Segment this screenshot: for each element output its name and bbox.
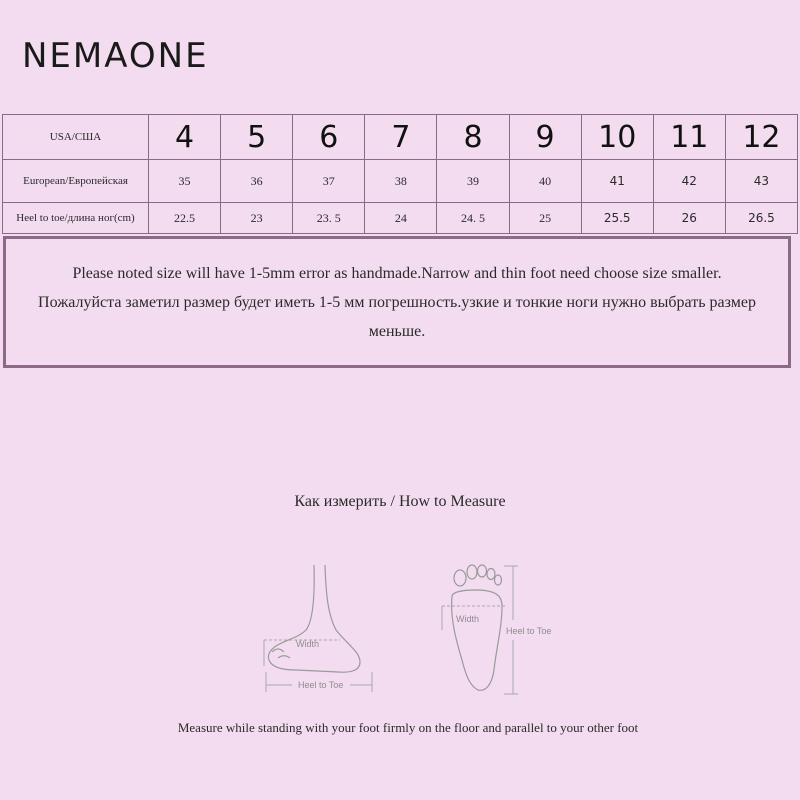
eu-size-cell: 38 (365, 160, 437, 203)
usa-size-cell: 6 (293, 115, 365, 160)
usa-size-cell: 12 (725, 115, 797, 160)
top-foot-illustration (452, 565, 502, 690)
brand-logo: NEMAONE (22, 36, 209, 76)
usa-size-cell: 10 (581, 115, 653, 160)
eu-size-cell: 43 (725, 160, 797, 203)
eu-size-cell: 41 (581, 160, 653, 203)
top-heel-to-toe-label: Heel to Toe (506, 626, 552, 636)
side-width-label: Width (296, 639, 320, 649)
usa-size-cell: 11 (653, 115, 725, 160)
eu-size-cell: 35 (149, 160, 221, 203)
row-label-usa: USA/США (3, 115, 149, 160)
row-label-heel-to-toe: Heel to toe/длина ног(cm) (3, 203, 149, 234)
foot-length-cell: 24 (365, 203, 437, 234)
eu-size-cell: 37 (293, 160, 365, 203)
foot-length-cell: 26.5 (725, 203, 797, 234)
measure-caption: Measure while standing with your foot firmly on the floor and parallel to your other foot (177, 720, 639, 735)
foot-length-cell: 23 (221, 203, 293, 234)
eu-size-cell: 36 (221, 160, 293, 203)
usa-size-cell: 7 (365, 115, 437, 160)
foot-length-cell: 22.5 (149, 203, 221, 234)
eu-size-cell: 42 (653, 160, 725, 203)
foot-length-cell: 25 (509, 203, 581, 234)
foot-length-cell: 23. 5 (293, 203, 365, 234)
foot-length-cell: 24. 5 (437, 203, 509, 234)
top-width-label: Width (456, 614, 480, 624)
side-heel-to-toe-label: Heel to Toe (298, 680, 344, 690)
side-foot-illustration (268, 565, 360, 672)
usa-size-cell: 5 (221, 115, 293, 160)
note-line-russian: Пожалуйста заметил размер будет иметь 1-5 мм погрешность.узкие и тонкие ноги нужно выбрать размер (38, 294, 756, 311)
top-foot-icon (452, 590, 502, 690)
eu-size-cell: 40 (509, 160, 581, 203)
foot-length-cell: 26 (653, 203, 725, 234)
usa-size-cell: 4 (149, 115, 221, 160)
row-label-european: European/Европейская (3, 160, 149, 203)
note-line-russian-end: меньше. (368, 323, 426, 340)
note-line-english: Please noted size will have 1-5mm error as handmade.Narrow and thin foot need choose size smaller. (72, 265, 722, 282)
usa-size-cell: 9 (509, 115, 581, 160)
usa-size-cell: 8 (437, 115, 509, 160)
measure-title: Как измерить / How to Measure (294, 493, 506, 510)
eu-size-cell: 39 (437, 160, 509, 203)
foot-length-cell: 25.5 (581, 203, 653, 234)
